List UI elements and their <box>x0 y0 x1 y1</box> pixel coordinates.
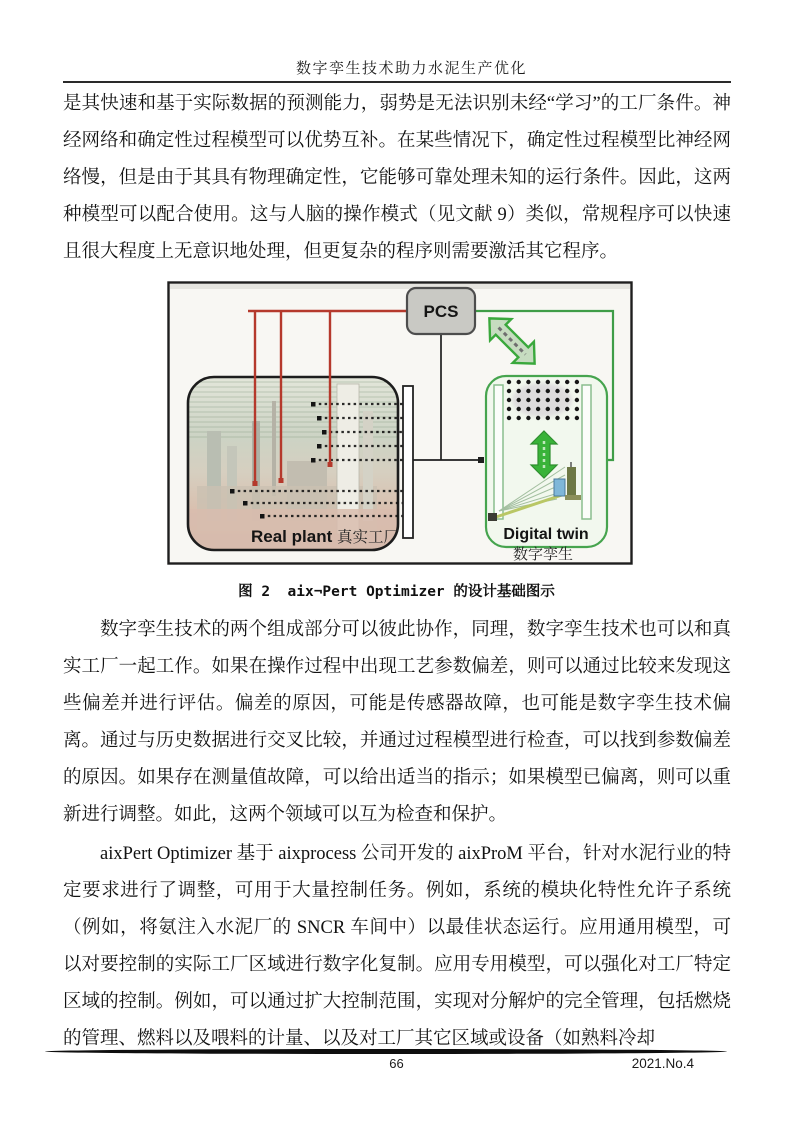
body-paragraph: aixPert Optimizer 基于 aixprocess 公司开发的 aixProM 平台，针对水泥行业的特定要求进行了调整，可用于大量控制任务。例如，系统的模块化特性允许子系统（例如，将氨注入水泥厂的 SNCR 车间中）以最佳状态运行。应用通用模型，可以对要控制的实际工厂区域进行数字化复制。应用专用模型，可以强化对工厂特定区域的控制。例如，可以通过扩大控制范围，实现对分解炉的完全管理，包括燃烧的管理、燃料以及喂料的计量、以及对工厂其它区域或设备（如熟料冷却 <box>63 844 731 1049</box>
issue-label: 2021.No.4 <box>631 1056 694 1071</box>
real-plant-label-zh: 真实工厂 <box>337 529 400 546</box>
io-bar <box>403 386 413 538</box>
scan-shadow <box>170 284 630 289</box>
page-number: 66 <box>389 1056 404 1071</box>
real-plant-label-en: Real plant <box>251 527 333 546</box>
twin-left-bar <box>494 385 503 519</box>
page-header-title: 数字孪生技术助力水泥生产优化 <box>295 61 527 77</box>
header-rule <box>63 81 731 83</box>
figure-2 <box>167 281 633 565</box>
body-paragraph: 数字孪生技术的两个组成部分可以彼此协作，同理，数字孪生技术也可以和真实工厂一起工作。如果在操作过程中出现工艺参数偏差，则可以通过比较来发现这些偏差并进行评估。偏差的原因，可能是传感器故障，也可能是数字孪生技术偏离。通过与历史数据进行交叉比较，并通过过程模型进行检查，可以找到参数偏差的原因。如果存在测量值故障，可以给出适当的指示；如果模型已偏离，则可以重新进行调整。如此，这两个领域可以互为检查和保护。 <box>63 620 731 825</box>
footer-rule <box>45 1049 727 1054</box>
figure-diagram <box>167 281 633 565</box>
figure-caption: 图 2 aix¬Pert Optimizer 的设计基础图示 <box>238 584 555 600</box>
digital-twin-label-en: Digital twin <box>503 526 589 543</box>
pcs-label: PCS <box>423 302 459 321</box>
twin-right-bar <box>582 385 591 519</box>
digital-twin-label-zh: 数字孪生 <box>512 546 574 563</box>
body-paragraph: 是其快速和基于实际数据的预测能力，弱势是无法识别未经“学习”的工厂条件。神经网络和确定性过程模型可以优势互补。在某些情况下，确定性过程模型比神经网络慢，但是由于其具有物理确定性，它能够可靠处理未知的运行条件。因此，这两种模型可以配合使用。这与人脑的操作模式（见文献 9）类似，常规程序可以快速且很大程度上无意识地处理，但更复杂的程序则需要激活其它程序。 <box>63 94 731 262</box>
neural-cloud <box>512 383 572 417</box>
